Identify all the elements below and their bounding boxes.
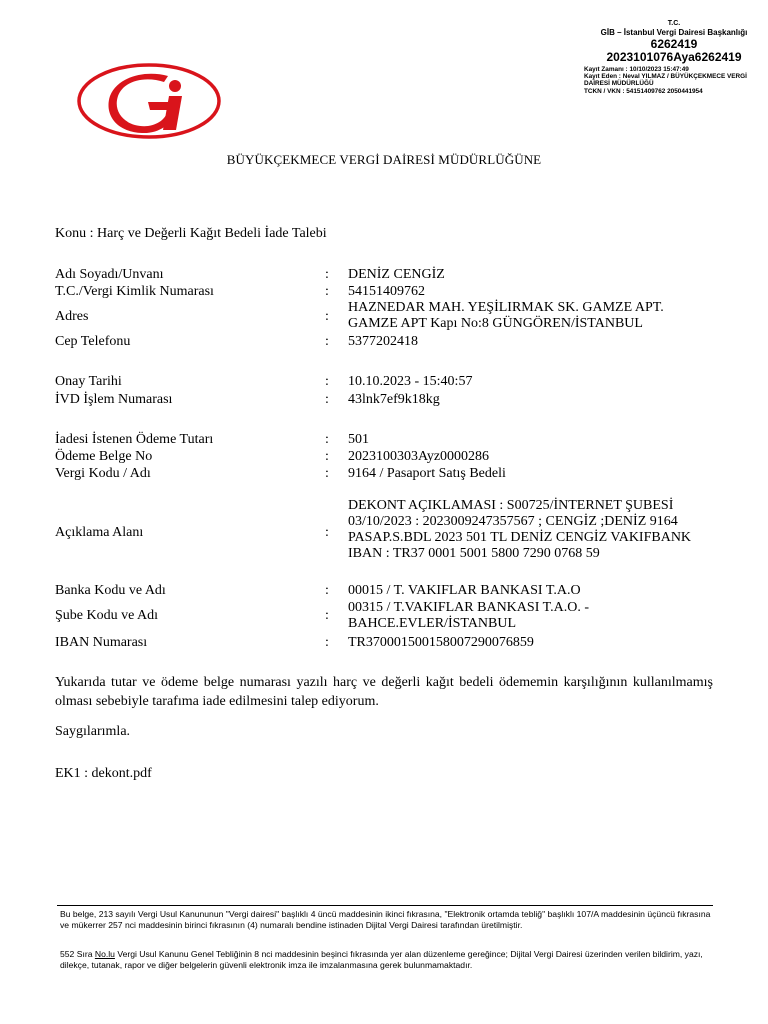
field-label: Cep Telefonu	[55, 334, 131, 349]
field-label: Açıklama Alanı	[55, 525, 144, 540]
stamp-tc: T.C.	[667, 20, 681, 27]
field-value	[348, 600, 748, 632]
address-line: GAMZE APT Kapı No:8 GÜNGÖREN/İSTANBUL	[348, 316, 643, 331]
field-value	[348, 498, 748, 562]
field-value: TR370001500158007290076859	[348, 635, 534, 650]
field-label: Şube Kodu ve Adı	[55, 608, 159, 623]
field-value: 5377202418	[348, 334, 418, 349]
stamp-line: Kayıt Zamanı : 10/10/2023 15:47:49	[584, 66, 689, 73]
footer-legal-1: Bu belge, 213 sayılı Vergi Usul Kanununun "Vergi dairesi" başlıklı 4 üncü maddesinin ikinci fıkrasına, "Elektronik ortamda tebliğ" başlıklı 107/A maddesinin üçüncü fıkrasına ve mükerrer 257 nci maddesinin birinci fıkrasının (4) numaralı bendine istinaden Dijital Vergi Dairesi tarafından üretilmiştir.	[60, 909, 711, 930]
field-label: Adı Soyadı/Unvanı	[55, 267, 164, 282]
attachment: EK1 : dekont.pdf	[55, 766, 152, 781]
stamp-details	[584, 66, 764, 95]
document-title: BÜYÜKÇEKMECE VERGİ DAİRESİ MÜDÜRLÜĞÜNE	[226, 152, 542, 167]
branch-line: BAHCE.EVLER/İSTANBUL	[348, 616, 517, 631]
branch-line: 00315 / T.VAKIFLAR BANKASI T.A.O. -	[348, 600, 589, 615]
footer-legal-2: 552 Sıra No.lu Vergi Usul Kanunu Genel Tebliğinin 8 nci maddesinin beşinci fıkrasında yer alan düzenleme gereğince; Dijital Vergi Dairesi üzerinden verilen bildirim, yazı, dilekçe, tutanak, rapor ve diğer belgelerin güvenli elektronik imza ile imzalanmasına gerek bulunmamaktadır.	[60, 949, 703, 970]
field-value: 501	[348, 432, 369, 447]
stamp-authority: GİB – İstanbul Vergi Dairesi Başkanlığı	[600, 28, 748, 37]
field-value	[348, 300, 748, 332]
field-value: 9164 / Pasaport Satış Bedeli	[348, 466, 506, 481]
subject-line: Konu : Harç ve Değerli Kağıt Bedeli İade Talebi	[55, 226, 327, 241]
registry-stamp	[584, 20, 764, 95]
field-value: 10.10.2023 - 15:40:57	[348, 374, 473, 389]
footer-link: No.lu	[94, 949, 115, 959]
stamp-number: 6262419	[650, 37, 698, 51]
description-line: PASAP.S.BDL 2023 501 TL DENİZ CENGİZ VAKIFBANK	[348, 530, 692, 545]
footer-divider	[57, 905, 713, 906]
field-value: 00015 / T. VAKIFLAR BANKASI T.A.O	[348, 583, 581, 598]
field-label: Banka Kodu ve Adı	[55, 583, 166, 598]
field-value: 2023100303Ayz0000286	[348, 449, 490, 464]
gib-logo	[76, 62, 222, 140]
field-label: Ödeme Belge No	[55, 449, 153, 464]
stamp-line: Kayıt Eden : Neval YILMAZ / BÜYÜKÇEKMECE VERGİ	[584, 73, 747, 81]
field-label: Vergi Kodu / Adı	[55, 466, 151, 481]
field-value: 43lnk7ef9k18kg	[348, 392, 440, 407]
field-value: DENİZ CENGİZ	[348, 267, 445, 282]
stamp-line: DAİRESİ MÜDÜRLÜĞÜ	[584, 80, 654, 88]
request-paragraph: Yukarıda tutar ve ödeme belge numarası yazılı harç ve değerli kağıt bedeli ödememin karşılığının kullanılmamış olması sebebiyle tarafıma iade edilmesini talep ediyorum.	[55, 675, 713, 709]
closing: Saygılarımla.	[55, 724, 131, 739]
field-label: T.C./Vergi Kimlik Numarası	[55, 284, 214, 299]
field-label: İVD İşlem Numarası	[55, 392, 173, 407]
description-line: 03/10/2023 : 2023009247357567 ; CENGİZ ;DENİZ 9164	[348, 514, 678, 529]
stamp-line: TCKN / VKN : 54151409762 2050441954	[584, 87, 703, 95]
field-value: 54151409762	[348, 284, 425, 299]
field-label: Adres	[55, 309, 89, 324]
address-line: HAZNEDAR MAH. YEŞİLIRMAK SK. GAMZE APT.	[348, 300, 664, 315]
field-label: IBAN Numarası	[55, 635, 148, 650]
field-label: İadesi İstenen Ödeme Tutarı	[55, 432, 214, 447]
field-label: Onay Tarihi	[55, 374, 122, 389]
stamp-reference: 2023101076Aya6262419	[606, 50, 742, 64]
description-line: IBAN : TR37 0001 5001 5800 7290 0768 59	[348, 546, 600, 561]
description-line: DEKONT AÇIKLAMASI : S00725/İNTERNET ŞUBESİ	[348, 498, 674, 513]
